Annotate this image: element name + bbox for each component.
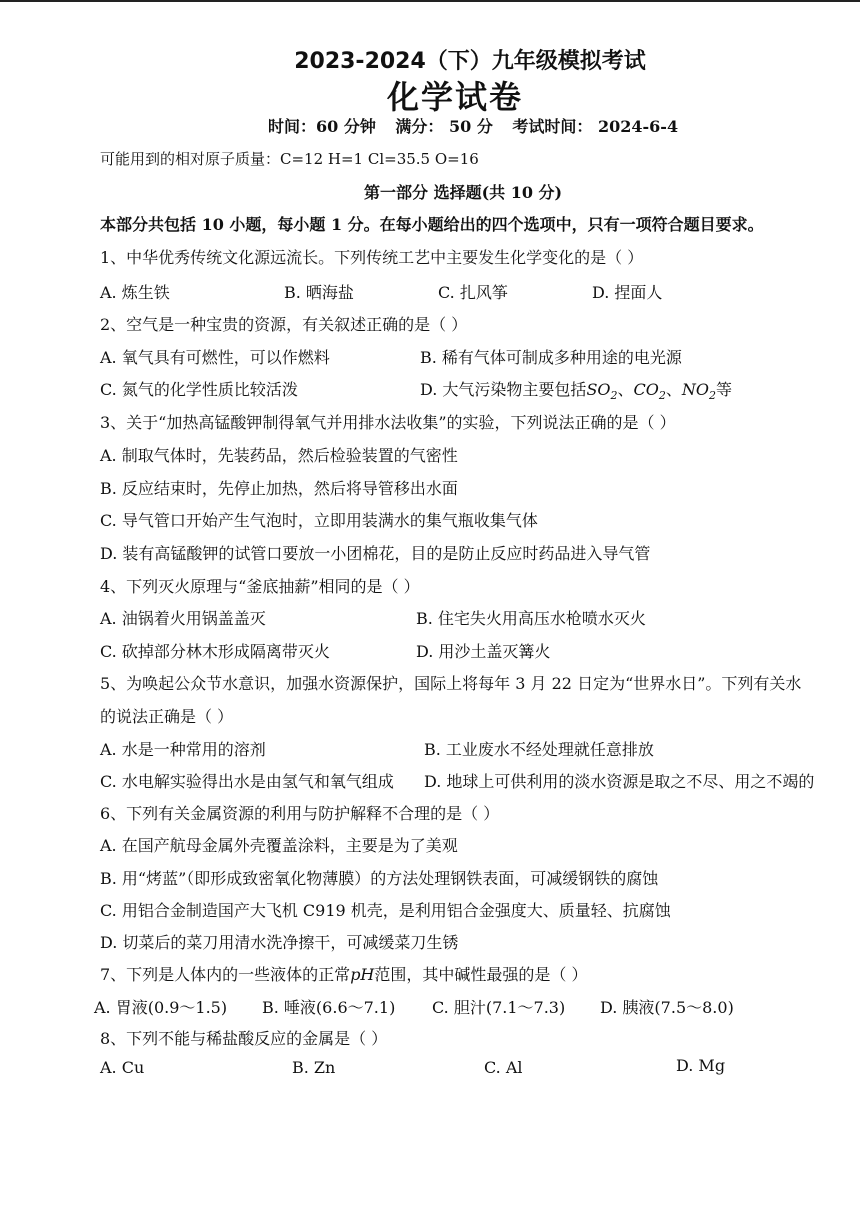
atomic-masses: 可能用到的相对原子质量：C=12 H=1 Cl=35.5 O=16 <box>100 150 479 168</box>
exam-date: 考试时间： 2024-6-4 <box>512 117 679 136</box>
question-7-stem <box>100 962 587 985</box>
question-6-option-d: D. 切菜后的菜刀用清水洗净擦干，可减缓菜刀生锈 <box>100 933 459 952</box>
question-7-option-b: B. 唾液(6.6～7.1) <box>262 998 396 1017</box>
question-3-option-a: A. 制取气体时，先装药品，然后检验装置的气密性 <box>100 446 458 465</box>
question-7-stem-pre: 7、下列是人体内的一些液体的正常 <box>100 965 351 984</box>
question-7-option-c: C. 胆汁(7.1～7.3) <box>432 998 566 1017</box>
question-6-option-b: B. 用“烤蓝”（即形成致密氧化物薄膜）的方法处理钢铁表面，可减缓钢铁的腐蚀 <box>100 869 659 888</box>
question-2-option-a: A. 氧气具有可燃性，可以作燃料 <box>100 348 330 367</box>
formula-so2-base: SO <box>586 380 611 399</box>
exam-full-score: 满分： 50 分 <box>395 117 493 136</box>
formula-no2 <box>681 380 717 403</box>
question-7-option-a: A. 胃液(0.9～1.5) <box>94 998 228 1017</box>
question-5-stem: 5、为唤起公众节水意识，加强水资源保护，国际上将每年 3 月 22 日定为“世界水日”。下列有关水 <box>100 674 802 693</box>
question-5-stem-continued: 的说法正确是（ ） <box>100 707 234 726</box>
exam-duration: 时间：60 分钟 <box>268 117 376 136</box>
separator: 、 <box>617 380 634 399</box>
question-1-option-d: D. 捏面人 <box>592 283 663 302</box>
question-5-option-d: D. 地球上可供利用的淡水资源是取之不尽、用之不竭的 <box>424 772 815 791</box>
question-6-option-a: A. 在国产航母金属外壳覆盖涂料，主要是为了美观 <box>100 836 458 855</box>
question-3-option-c: C. 导气管口开始产生气泡时，立即用装满水的集气瓶收集气体 <box>100 511 538 530</box>
separator: 、 <box>665 380 682 399</box>
formula-co2-sub: 2 <box>658 389 666 403</box>
formula-no2-base: NO <box>681 380 710 399</box>
question-1-stem: 1、中华优秀传统文化源远流长。下列传统工艺中主要发生化学变化的是（ ） <box>100 248 644 267</box>
question-4-option-c: C. 砍掉部分林木形成隔离带灭火 <box>100 642 330 661</box>
question-1-option-a: A. 炼生铁 <box>100 283 170 302</box>
formula-no2-sub: 2 <box>709 389 717 403</box>
exam-meta <box>268 114 692 137</box>
question-5-option-c: C. 水电解实验得出水是由氢气和氧气组成 <box>100 772 394 791</box>
question-8-option-b: B. Zn <box>292 1058 336 1077</box>
question-7-stem-post: 范围，其中碱性最强的是（ ） <box>374 965 588 984</box>
section-heading: 第一部分 选择题(共 10 分) <box>364 183 563 202</box>
question-3-option-d: D. 装有高锰酸钾的试管口要放一小团棉花，目的是防止反应时药品进入导气管 <box>100 544 651 563</box>
ph-symbol: pH <box>350 965 375 984</box>
question-5-option-a: A. 水是一种常用的溶剂 <box>100 740 266 759</box>
question-3-option-b: B. 反应结束时，先停止加热，然后将导管移出水面 <box>100 479 458 498</box>
question-8-option-a: A. Cu <box>100 1058 145 1077</box>
exam-title: 化学试卷 <box>386 78 523 116</box>
question-2-stem: 2、空气是一种宝贵的资源，有关叙述正确的是（ ） <box>100 315 468 334</box>
question-2-option-d-suffix: 等 <box>716 380 733 399</box>
question-2-option-d-prefix: D. 大气污染物主要包括 <box>420 380 587 399</box>
formula-so2-sub: 2 <box>610 389 618 403</box>
question-1-option-c: C. 扎风筝 <box>438 283 508 302</box>
section-instructions: 本部分共包括 10 小题，每小题 1 分。在每小题给出的四个选项中，只有一项符合题目要求。 <box>100 215 764 234</box>
question-2-option-c: C. 氮气的化学性质比较活泼 <box>100 380 298 399</box>
question-2-option-b: B. 稀有气体可制成多种用途的电光源 <box>420 348 682 367</box>
question-1-option-b: B. 晒海盐 <box>284 283 354 302</box>
question-4-stem: 4、下列灭火原理与“釜底抽薪”相同的是（ ） <box>100 577 420 596</box>
question-6-option-c: C. 用铝合金制造国产大飞机 C919 机壳，是利用铝合金强度大、质量轻、抗腐蚀 <box>100 901 671 920</box>
question-4-option-d: D. 用沙土盖灭篝火 <box>416 642 551 661</box>
question-4-option-a: A. 油锅着火用锅盖盖灭 <box>100 609 266 628</box>
question-8-option-c: C. Al <box>484 1058 523 1077</box>
question-8-option-d: D. Mg <box>676 1056 726 1075</box>
question-6-stem: 6、下列有关金属资源的利用与防护解释不合理的是（ ） <box>100 804 500 823</box>
question-4-option-b: B. 住宅失火用高压水枪喷水灭火 <box>416 609 646 628</box>
page-top-border <box>0 0 860 2</box>
formula-so2 <box>586 380 618 403</box>
question-7-option-d: D. 胰液(7.5～8.0) <box>600 998 734 1017</box>
exam-subtitle: 2023-2024（下）九年级模拟考试 <box>294 49 646 74</box>
formula-co2-base: CO <box>633 380 659 399</box>
question-5-option-b: B. 工业废水不经处理就任意排放 <box>424 740 654 759</box>
question-3-stem: 3、关于“加热高锰酸钾制得氧气并用排水法收集”的实验，下列说法正确的是（ ） <box>100 413 676 432</box>
formula-co2 <box>633 380 666 403</box>
question-2-option-d <box>420 377 732 402</box>
question-8-stem: 8、下列不能与稀盐酸反应的金属是（ ） <box>100 1029 388 1048</box>
